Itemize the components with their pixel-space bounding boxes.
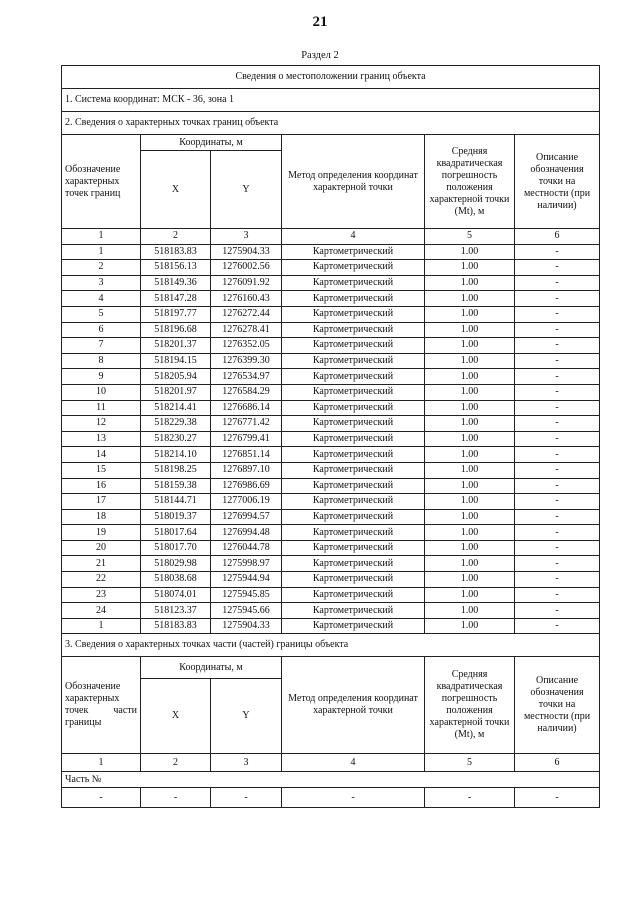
part2-title: 2. Сведения о характерных точках границ объекта: [62, 112, 600, 135]
point-y-cell: 1276091.92: [211, 275, 282, 291]
point-x-cell: 518156.13: [141, 260, 211, 276]
page-number: 21: [312, 14, 328, 30]
point-desc-cell: -: [515, 369, 600, 385]
table-row: [62, 478, 600, 494]
point-method-cell: Картометрический: [282, 275, 425, 291]
table-row: [62, 416, 600, 432]
point-mt-cell: 1.00: [425, 525, 515, 541]
header3-line: характерных: [65, 693, 120, 705]
point-method-cell: Картометрический: [282, 260, 425, 276]
point-method-cell: Картометрический: [282, 322, 425, 338]
point-y-cell: 1276399.30: [211, 353, 282, 369]
point-x-cell: 518196.68: [141, 322, 211, 338]
point-x-cell: 518214.41: [141, 400, 211, 416]
point-n-cell: 2: [62, 260, 141, 276]
point-y-cell: 1276160.43: [211, 291, 282, 307]
point-method-cell: Картометрический: [282, 291, 425, 307]
point-method-cell: Картометрический: [282, 462, 425, 478]
point-desc-cell: -: [515, 447, 600, 463]
header-coordinates: Координаты, м: [141, 135, 282, 151]
column-number: 2: [141, 229, 211, 245]
point-x-cell: 518029.98: [141, 556, 211, 572]
table-row: [62, 587, 600, 603]
column-number: 6: [515, 754, 600, 772]
point-desc-cell: -: [515, 260, 600, 276]
point-desc-cell: -: [515, 306, 600, 322]
point-y-cell: 1276534.97: [211, 369, 282, 385]
point-desc-cell: -: [515, 462, 600, 478]
point-y-cell: 1276771.42: [211, 416, 282, 432]
point-desc-cell: -: [515, 494, 600, 510]
table-row: [62, 291, 600, 307]
point-method-cell: Картометрический: [282, 306, 425, 322]
point-x-cell: 518017.64: [141, 525, 211, 541]
point-x-cell: 518194.15: [141, 353, 211, 369]
point-y-cell: 1275945.85: [211, 587, 282, 603]
point-desc-cell: -: [515, 509, 600, 525]
column-number: 1: [62, 754, 141, 772]
point-method-cell: Картометрический: [282, 587, 425, 603]
point-method-cell: Картометрический: [282, 603, 425, 619]
point-mt-cell: 1.00: [425, 400, 515, 416]
point-x-cell: 518214.10: [141, 447, 211, 463]
point-desc-cell: -: [515, 525, 600, 541]
point-y-cell: 1276897.10: [211, 462, 282, 478]
point-x-cell: 518183.83: [141, 244, 211, 260]
header3-coordinates: Координаты, м: [141, 657, 282, 679]
point-n-cell: 5: [62, 306, 141, 322]
point-method-cell: Картометрический: [282, 384, 425, 400]
point-mt-cell: 1.00: [425, 275, 515, 291]
point-mt-cell: 1.00: [425, 478, 515, 494]
point-desc-cell: -: [515, 384, 600, 400]
point-mt-cell: 1.00: [425, 369, 515, 385]
point-n-cell: 20: [62, 540, 141, 556]
header3-y: Y: [211, 679, 282, 754]
header3-line: границы: [65, 717, 102, 729]
point-method-cell: Картометрический: [282, 572, 425, 588]
column-number: 3: [211, 229, 282, 245]
point-x-cell: 518230.27: [141, 431, 211, 447]
point-desc-cell: -: [515, 618, 600, 634]
point-y-cell: 1275904.33: [211, 244, 282, 260]
point-x-cell: 518147.28: [141, 291, 211, 307]
point-method-cell: Картометрический: [282, 431, 425, 447]
point-desc-cell: -: [515, 322, 600, 338]
point-desc-cell: -: [515, 275, 600, 291]
header3-line: точек части: [65, 705, 137, 717]
point-n-cell: 3: [62, 275, 141, 291]
point-mt-cell: 1.00: [425, 431, 515, 447]
point-y-cell: 1276851.14: [211, 447, 282, 463]
point-n-cell: 12: [62, 416, 141, 432]
point-n-cell: 10: [62, 384, 141, 400]
table-row: [62, 509, 600, 525]
point-mt-cell: 1.00: [425, 540, 515, 556]
header-method: Метод определения координат характерной точки: [282, 135, 425, 229]
point-y-cell: 1276994.57: [211, 509, 282, 525]
point-n-cell: 19: [62, 525, 141, 541]
column-number: 5: [425, 229, 515, 245]
point-x-cell: 518019.37: [141, 509, 211, 525]
table-row: [62, 572, 600, 588]
table-row: [62, 540, 600, 556]
table-row: [62, 338, 600, 354]
point-mt-cell: 1.00: [425, 618, 515, 634]
point-mt-cell: 1.00: [425, 603, 515, 619]
point-desc-cell: -: [515, 244, 600, 260]
point-mt-cell: 1.00: [425, 509, 515, 525]
point-method-cell: Картометрический: [282, 540, 425, 556]
point-desc-cell: -: [515, 353, 600, 369]
column-number: 3: [211, 754, 282, 772]
point-mt-cell: 1.00: [425, 462, 515, 478]
section-title: Раздел 2: [301, 50, 339, 61]
point-x-cell: 518198.25: [141, 462, 211, 478]
point-x-cell: 518197.77: [141, 306, 211, 322]
table-row: [62, 322, 600, 338]
point-mt-cell: 1.00: [425, 572, 515, 588]
point-n-cell: 23: [62, 587, 141, 603]
point-method-cell: Картометрический: [282, 447, 425, 463]
point-desc-cell: -: [515, 291, 600, 307]
point-method-cell: Картометрический: [282, 416, 425, 432]
point-desc-cell: -: [515, 540, 600, 556]
point-n-cell: 8: [62, 353, 141, 369]
header-description: Описание обозначения точки на местности (при наличии): [515, 135, 600, 229]
table-row: [62, 306, 600, 322]
point-desc-cell: -: [515, 572, 600, 588]
point-y-cell: 1275945.66: [211, 603, 282, 619]
header3-x: X: [141, 679, 211, 754]
point-x-cell: 518144.71: [141, 494, 211, 510]
point-method-cell: Картометрический: [282, 369, 425, 385]
point-method-cell: Картометрический: [282, 338, 425, 354]
part3-title: 3. Сведения о характерных точках части (частей) границы объекта: [62, 634, 600, 657]
point-x-cell: 518149.36: [141, 275, 211, 291]
point-x-cell: 518229.38: [141, 416, 211, 432]
point-x-cell: 518183.83: [141, 618, 211, 634]
point-desc-cell: -: [515, 431, 600, 447]
point-mt-cell: 1.00: [425, 556, 515, 572]
point-desc-cell: -: [515, 603, 600, 619]
point-mt-cell: 1.00: [425, 306, 515, 322]
point-y-cell: 1276994.48: [211, 525, 282, 541]
point-method-cell: Картометрический: [282, 509, 425, 525]
empty-cell: -: [282, 788, 425, 808]
empty-cell: -: [211, 788, 282, 808]
point-y-cell: 1276044.78: [211, 540, 282, 556]
point-x-cell: 518159.38: [141, 478, 211, 494]
point-y-cell: 1277006.19: [211, 494, 282, 510]
header3-error: Средняя квадратическая погрешность положения характерной точки (Mt), м: [425, 657, 515, 754]
point-method-cell: Картометрический: [282, 618, 425, 634]
point-mt-cell: 1.00: [425, 587, 515, 603]
table-row: [62, 369, 600, 385]
point-method-cell: Картометрический: [282, 494, 425, 510]
empty-cell: -: [141, 788, 211, 808]
point-desc-cell: -: [515, 587, 600, 603]
point-desc-cell: -: [515, 478, 600, 494]
empty-cell: -: [515, 788, 600, 808]
table-row: [62, 431, 600, 447]
point-method-cell: Картометрический: [282, 478, 425, 494]
point-n-cell: 16: [62, 478, 141, 494]
point-mt-cell: 1.00: [425, 260, 515, 276]
table-row: [62, 353, 600, 369]
point-desc-cell: -: [515, 338, 600, 354]
point-mt-cell: 1.00: [425, 338, 515, 354]
point-x-cell: 518123.37: [141, 603, 211, 619]
point-x-cell: 518201.97: [141, 384, 211, 400]
header-point-designation: Обозначение характерных точек границ: [62, 135, 141, 229]
point-method-cell: Картометрический: [282, 244, 425, 260]
point-y-cell: 1275944.94: [211, 572, 282, 588]
point-mt-cell: 1.00: [425, 244, 515, 260]
point-desc-cell: -: [515, 416, 600, 432]
header3-description: Описание обозначения точки на местности (при наличии): [515, 657, 600, 754]
point-desc-cell: -: [515, 556, 600, 572]
point-y-cell: 1276272.44: [211, 306, 282, 322]
table-row: [62, 618, 600, 634]
point-n-cell: 4: [62, 291, 141, 307]
point-n-cell: 1: [62, 244, 141, 260]
table-row: [62, 275, 600, 291]
column-numbers-row: [62, 229, 600, 245]
column-number: 5: [425, 754, 515, 772]
table-row: [62, 260, 600, 276]
point-mt-cell: 1.00: [425, 447, 515, 463]
point-n-cell: 1: [62, 618, 141, 634]
point-mt-cell: 1.00: [425, 416, 515, 432]
column-numbers-row-3: [62, 754, 600, 772]
point-n-cell: 17: [62, 494, 141, 510]
point-n-cell: 7: [62, 338, 141, 354]
point-n-cell: 18: [62, 509, 141, 525]
point-x-cell: 518201.37: [141, 338, 211, 354]
point-n-cell: 9: [62, 369, 141, 385]
point-method-cell: Картометрический: [282, 400, 425, 416]
empty-cell: -: [62, 788, 141, 808]
point-y-cell: 1276584.29: [211, 384, 282, 400]
point-y-cell: 1276686.14: [211, 400, 282, 416]
empty-cell: -: [425, 788, 515, 808]
point-y-cell: 1276799.41: [211, 431, 282, 447]
column-number: 1: [62, 229, 141, 245]
point-method-cell: Картометрический: [282, 556, 425, 572]
point-n-cell: 15: [62, 462, 141, 478]
point-y-cell: 1276002.56: [211, 260, 282, 276]
boundaries-table: [61, 65, 600, 808]
table-row: [62, 400, 600, 416]
header3-method: Метод определения координат характерной точки: [282, 657, 425, 754]
point-n-cell: 11: [62, 400, 141, 416]
point-mt-cell: 1.00: [425, 322, 515, 338]
point-desc-cell: -: [515, 400, 600, 416]
point-x-cell: 518038.68: [141, 572, 211, 588]
column-number: 2: [141, 754, 211, 772]
header3-point-designation: [62, 657, 141, 754]
table-row: [62, 384, 600, 400]
table-row: [62, 525, 600, 541]
point-mt-cell: 1.00: [425, 353, 515, 369]
table-row: [62, 603, 600, 619]
table-title: Сведения о местоположении границ объекта: [62, 66, 600, 89]
point-n-cell: 13: [62, 431, 141, 447]
point-mt-cell: 1.00: [425, 291, 515, 307]
table-row: [62, 447, 600, 463]
point-y-cell: 1276352.05: [211, 338, 282, 354]
empty-part-row: [62, 788, 600, 808]
point-method-cell: Картометрический: [282, 353, 425, 369]
point-x-cell: 518205.94: [141, 369, 211, 385]
column-number: 4: [282, 754, 425, 772]
point-mt-cell: 1.00: [425, 494, 515, 510]
part-label: Часть №: [62, 772, 600, 788]
point-n-cell: 22: [62, 572, 141, 588]
table-row: [62, 556, 600, 572]
header-y: Y: [211, 151, 282, 229]
point-y-cell: 1276986.69: [211, 478, 282, 494]
point-x-cell: 518017.70: [141, 540, 211, 556]
header-error: Средняя квадратическая погрешность положения характерной точки (Mt), м: [425, 135, 515, 229]
table-row: [62, 244, 600, 260]
point-y-cell: 1276278.41: [211, 322, 282, 338]
point-n-cell: 14: [62, 447, 141, 463]
header-x: X: [141, 151, 211, 229]
column-number: 4: [282, 229, 425, 245]
table-row: [62, 462, 600, 478]
point-n-cell: 24: [62, 603, 141, 619]
column-number: 6: [515, 229, 600, 245]
header3-line: Обозначение: [65, 681, 121, 693]
point-x-cell: 518074.01: [141, 587, 211, 603]
point-method-cell: Картометрический: [282, 525, 425, 541]
point-n-cell: 6: [62, 322, 141, 338]
point-y-cell: 1275904.33: [211, 618, 282, 634]
coord-system: 1. Система координат: МСК - 36, зона 1: [62, 89, 600, 112]
table-row: [62, 494, 600, 510]
point-n-cell: 21: [62, 556, 141, 572]
point-y-cell: 1275998.97: [211, 556, 282, 572]
point-mt-cell: 1.00: [425, 384, 515, 400]
